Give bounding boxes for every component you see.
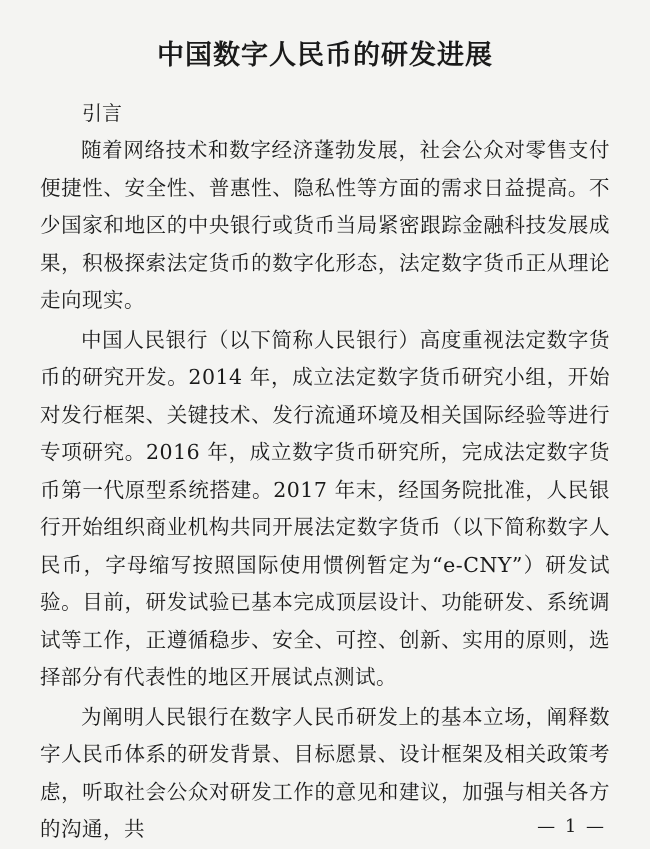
paragraph-2: 中国人民银行（以下简称人民银行）高度重视法定数字货币的研究开发。2014 年，成立法定数字货币研究小组，开始对发行框架、关键技术、发行流通环境及相关国际经验等进行专项研究。2016 年，成立数字货币研究所，完成法定数字货币第一代原型系统搭建。2017 年末，经国务院批准，人民银行开始组织商业机构共同开展法定数字货币（以下简称数字人民币，字母缩写按照国际使用惯例暂定为“e-CNY”）研发试验。目前，研发试验已基本完成顶层设计、功能研发、系统调试等工作，正遵循稳步、安全、可控、创新、实用的原则，选择部分有代表性的地区开展试点测试。 (40, 327, 610, 689)
section-heading: 引言 (82, 101, 122, 125)
paragraph-3: 为阐明人民银行在数字人民币研发上的基本立场，阐释数字人民币体系的研发背景、目标愿景、设计框架及相关政策考虑，听取社会公众对研发工作的意见和建议，加强与相关各方的沟通，共 (40, 704, 610, 841)
paragraph-1: 随着网络技术和数字经济蓬勃发展，社会公众对零售支付便捷性、安全性、普惠性、隐私性等方面的需求日益提高。不少国家和地区的中央银行或货币当局紧密跟踪金融科技发展成果，积极探索法定货币的数字化形态，法定数字货币正从理论走向现实。 (40, 138, 610, 312)
page-number: — 1 — (537, 816, 606, 837)
document-title: 中国数字人民币的研发进展 (157, 40, 493, 71)
